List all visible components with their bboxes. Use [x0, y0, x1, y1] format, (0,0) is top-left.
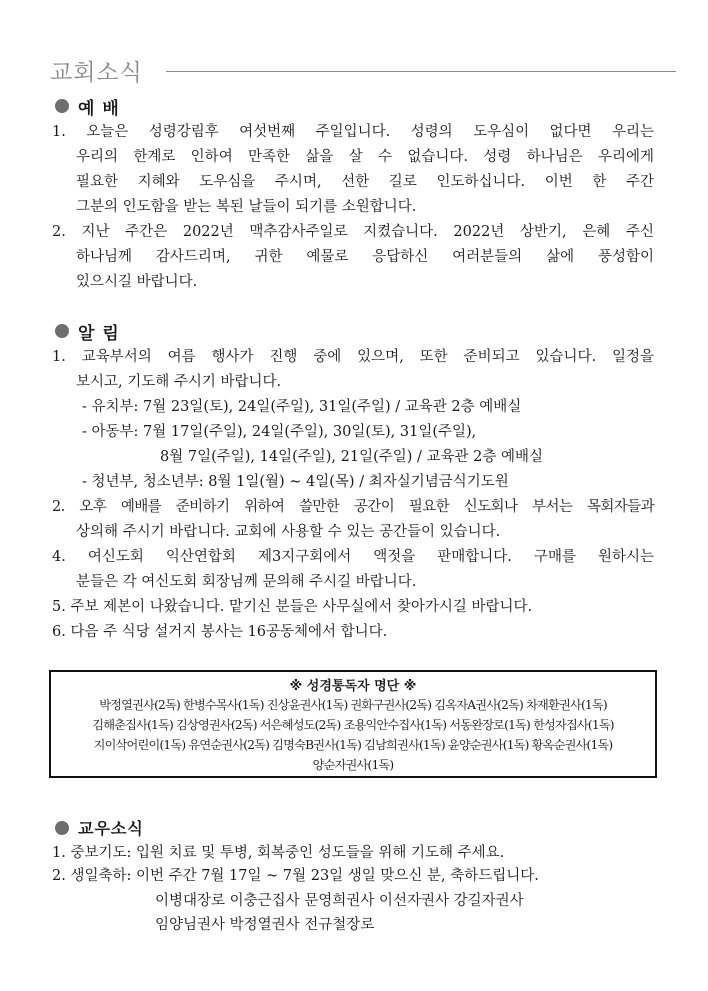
page-title: 교회소식	[50, 60, 143, 86]
birthday-names-line: 임양님권사 박정열권사 전규철장로	[155, 917, 375, 933]
circle-bullet-icon	[55, 821, 69, 835]
bible-readers-title: ※ 성경통독자 명단 ※	[289, 679, 417, 694]
notice-line: 4. 여신도회 익산연합회 제3지구회에서 액젓을 판매합니다. 구매를 원하시는	[52, 549, 654, 565]
worship-line: 하나님께 감사드리며, 귀한 예물로 응답하신 여러분들의 삶에 풍성함이	[76, 249, 654, 265]
worship-line: 2. 지난 주간은 2022년 맥추감사주일로 지켰습니다. 2022년 상반기, 은혜 주신	[52, 224, 654, 240]
worship-line: 있으시길 바랍니다.	[76, 274, 198, 290]
bible-readers-line: 박정열권사(2독) 한병수목사(1독) 진상윤권사(1독) 권화구권사(2독) 김옥자A권사(2독) 차재환권사(1독)	[99, 698, 607, 712]
notice-line: 1. 교육부서의 여름 행사가 진행 중에 있으며, 또한 준비되고 있습니다. 일정을	[52, 349, 654, 365]
bible-readers-line: 지이삭어린이(1독) 유연순권사(2독) 김명숙B권사(1독) 김남희권사(1독) 윤양순권사(1독) 황옥순권사(1독)	[93, 738, 613, 752]
notice-line: - 유치부: 7월 23일(토), 24일(주일), 31일(주일) / 교육관 2층 예배실	[82, 399, 522, 415]
birthday-names-line: 이병대장로 이충근집사 문영희권사 이선자권사 강길자권사	[155, 893, 524, 909]
notice-line: 보시고, 기도해 주시기 바랍니다.	[76, 374, 282, 390]
bible-readers-line: 양순자권사(1독)	[312, 758, 394, 772]
worship-line: 1. 오늘은 성령강림후 여섯번째 주일입니다. 성령의 도우심이 없다면 우리는	[52, 124, 654, 140]
member-news-line: 2. 생일축하: 이번 주간 7월 17일 ~ 7월 23일 생일 맞으신 분, 축하드립니다.	[52, 868, 539, 884]
member-news-line: 1. 중보기도: 입원 치료 및 투병, 회복중인 성도들을 위해 기도해 주세요.	[52, 845, 505, 861]
member-news-title: 교우소식	[78, 819, 144, 838]
notice-line: 상의해 주시기 바랍니다. 교회에 사용할 수 있는 공간들이 있습니다.	[76, 524, 501, 540]
notice-line: - 아동부: 7월 17일(주일), 24일(주일), 30일(토), 31일(주일),	[82, 424, 477, 440]
notice-line: 2. 오후 예배를 준비하기 위하여 쓸만한 공간이 필요한 신도회나 부서는 목회자들과	[52, 499, 654, 515]
notice-line: 5. 주보 제본이 나왔습니다. 맡기신 분들은 사무실에서 찾아가시길 바랍니다.	[52, 599, 533, 615]
page-header	[50, 54, 678, 88]
notice-line: 6. 다음 주 식당 설거지 봉사는 16공동체에서 합니다.	[52, 624, 388, 640]
worship-title: 예 배	[78, 99, 120, 119]
worship-line: 우리의 한계로 인하여 만족한 삶을 살 수 없습니다. 성령 하나님은 우리에게	[76, 149, 654, 165]
notices-title: 알 림	[78, 324, 120, 344]
worship-line: 필요한 지혜와 도우심을 주시며, 선한 길로 인도하십니다. 이번 한 주간	[76, 174, 654, 190]
notice-line: 분들은 각 여신도회 회장님께 문의해 주시길 바랍니다.	[76, 574, 417, 590]
notice-line: - 청년부, 청소년부: 8월 1일(월) ~ 4일(목) / 최자실기념금식기도원	[82, 474, 509, 490]
header-divider	[166, 71, 676, 72]
circle-bullet-icon	[55, 99, 69, 113]
circle-bullet-icon	[55, 324, 69, 338]
bible-readers-line: 김해춘집사(1독) 김상영권사(2독) 서은혜성도(2독) 조용익안수집사(1독) 서동완장로(1독) 한성자집사(1독)	[92, 718, 614, 732]
bible-readers-box	[49, 670, 657, 778]
worship-line: 그분의 인도함을 받는 복된 날들이 되기를 소원합니다.	[76, 199, 417, 215]
notice-line: 8월 7일(주일), 14일(주일), 21일(주일) / 교육관 2층 예배실	[160, 449, 544, 465]
